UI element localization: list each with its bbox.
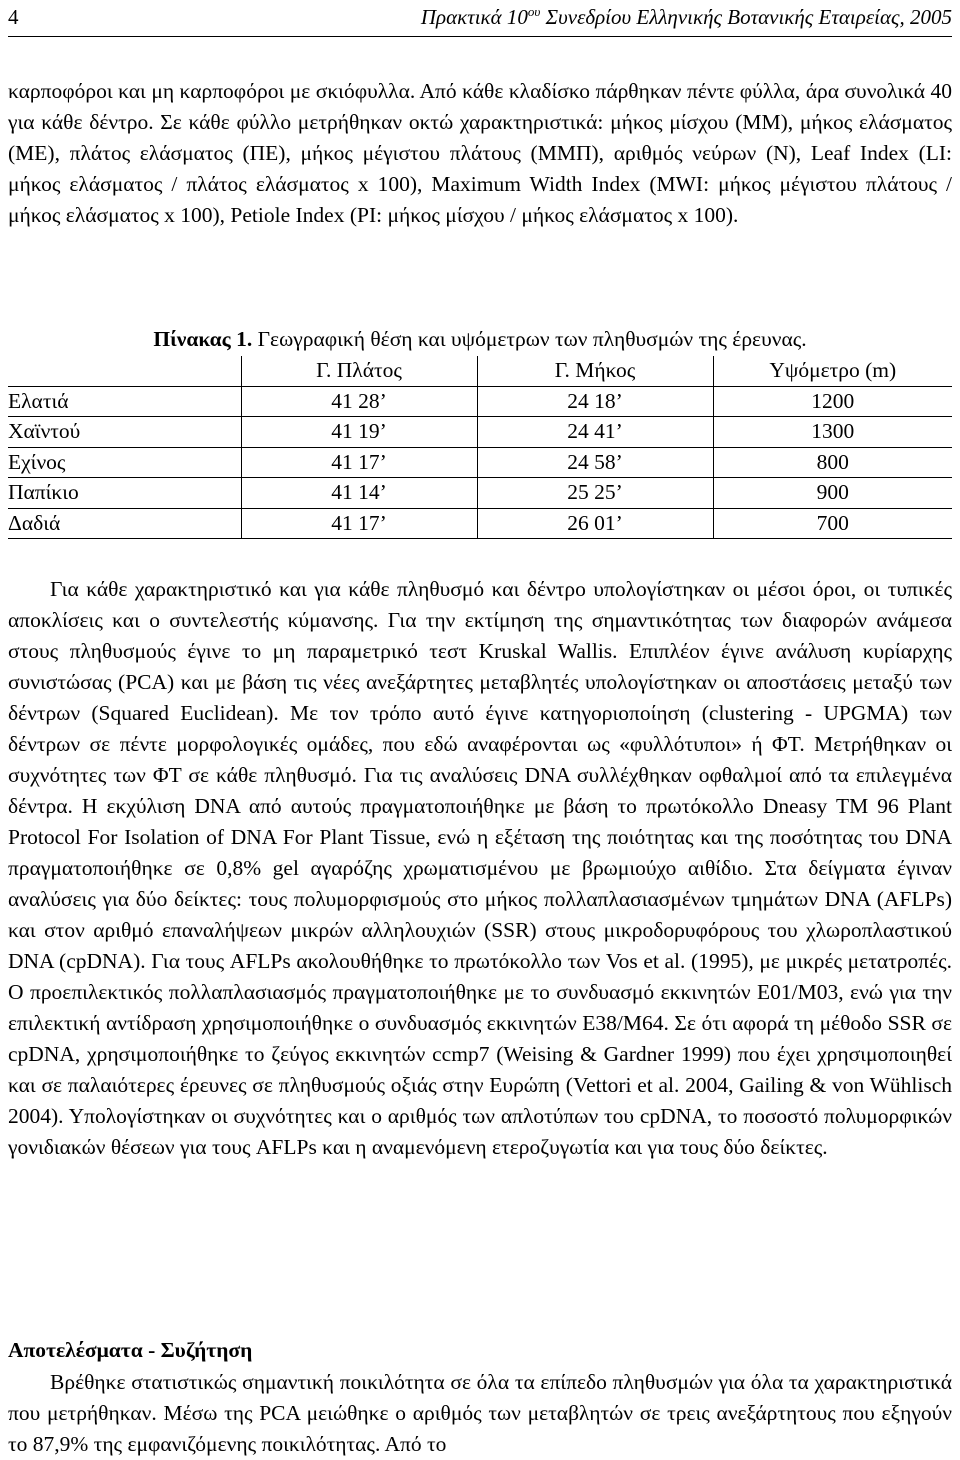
section-heading: Αποτελέσματα - Συζήτηση <box>8 1338 253 1362</box>
latitude-cell: 41 17’ <box>241 447 477 478</box>
journal-title-superscript: ου <box>527 4 541 19</box>
column-header-longitude: Γ. Μήκος <box>477 356 713 386</box>
latitude-cell: 41 14’ <box>241 478 477 509</box>
column-header <box>8 356 241 386</box>
table-row <box>8 386 952 417</box>
table-row <box>8 417 952 448</box>
table-row <box>8 508 952 539</box>
longitude-cell: 24 58’ <box>477 447 713 478</box>
page-number: 4 <box>8 5 19 29</box>
table-caption-label: Πίνακας 1. <box>153 327 253 351</box>
longitude-cell: 24 18’ <box>477 386 713 417</box>
journal-title-rest: Συνεδρίου Ελληνικής Βοτανικής Εταιρείας, 2005 <box>540 5 952 29</box>
altitude-cell: 900 <box>713 478 952 509</box>
column-header-latitude: Γ. Πλάτος <box>241 356 477 386</box>
header-rule <box>8 36 952 37</box>
longitude-cell: 25 25’ <box>477 478 713 509</box>
column-header-altitude: Υψόμετρο (m) <box>713 356 952 386</box>
table-header-row <box>8 356 952 386</box>
journal-title <box>421 2 952 32</box>
altitude-cell: 1300 <box>713 417 952 448</box>
altitude-cell: 1200 <box>713 386 952 417</box>
latitude-cell: 41 17’ <box>241 508 477 539</box>
table-caption-text: Γεωγραφική θέση και υψόμετρων των πληθυσμών της έρευνας. <box>252 327 807 351</box>
body-paragraph-2: Για κάθε χαρακτηριστικό και για κάθε πληθυσμό και δέντρο υπολογίστηκαν οι μέσοι όροι, οι τυπικές αποκλίσεις και ο συντελεστής κύμανσης. Για την εκτίμηση της σημαντικότητας των διαφορών ανάμεσα στους πληθυσμούς έγινε το μη παραμετρικό τεστ Kruskal Wallis. Επιπλέον έγινε ανάλυση κυρίαρχης συνιστώσας (PCA) και με βάση τις νέες ανεξάρτητες μεταβλητές υπολογίστηκαν οι αποστάσεις μεταξύ των δέντρων (Squared Euclidean). Με τον τρόπο αυτό έγινε κατηγοριοποίηση (clustering - UPGMA) των δέντρων σε πέντε μορφολογικές ομάδες, που εδώ αναφέρονται ως «φυλλότυποι» ή ΦΤ. Μετρήθηκαν οι συχνότητες των ΦΤ σε κάθε πληθυσμό. Για τις αναλύσεις DNA συλλέχθηκαν οφθαλμοί από τα επιλεγμένα δέντρα. Η εκχύλιση DNA από αυτούς πραγματοποιήθηκε με βάση το πρωτόκολλο Dneasy TM 96 Plant Protocol For Isolation of DNA For Plant Tissue, ενώ η εξέταση της ποιότητας και της ποσότητας του DNA πραγματοποιήθηκε σε 0,8% gel αγαρόζης χρωματισμένου με βρωμιούχο αιθίδιο. Στα δείγματα έγιναν αναλύσεις για δύο δείκτες: τους πολυμορφισμούς στο μήκος πολλαπλασιασμένων τμημάτων DNA (AFLPs) και στον αριθμό επαναλήψεων μικρών αλληλουχιών (SSR) στους μικροδορυφόρους του χλωροπλαστικού DNA (cpDNA). Για τους AFLPs ακολουθήθηκε το πρωτόκολλο των Vos et al. (1995), με μικρές μετατροπές. Ο προεπιλεκτικός πολλαπλασιασμός πραγματοποιήθηκε με το συνδυασμό εκκινητών E01/M03, ενώ για την επιλεκτική αντίδραση χρησιμοποιήθηκε ο συνδυασμός εκκινητών E38/M64. Σε ότι αφορά τη μέθοδο SSR σε cpDNA, χρησιμοποιήθηκε το ζεύγος εκκινητών ccmp7 (Weising & Gardner 1999) που έχει χρησιμοποιηθεί και σε παλαιότερες έρευνες σε πληθυσμούς οξιάς στην Ευρώπη (Vettori et al. 2004, Gailing & von Wühlisch 2004). Υπολογίστηκαν οι συχνότητες και ο αριθμός των απλοτύπων του cpDNA, το ποσοστό πολυμορφικών γονιδιακών θέσεων για τους AFLPs και η αναμενόμενη ετεροζυγωτία και για τους δύο δείκτες. <box>8 577 952 1159</box>
longitude-cell: 24 41’ <box>477 417 713 448</box>
population-name: Εχίνος <box>8 447 241 478</box>
latitude-cell: 41 19’ <box>241 417 477 448</box>
altitude-cell: 800 <box>713 447 952 478</box>
table-caption <box>8 324 952 355</box>
population-name: Ελατιά <box>8 386 241 417</box>
population-name: Χαϊντού <box>8 417 241 448</box>
journal-title-main: Πρακτικά 10 <box>420 5 528 29</box>
population-name: Παπίκιο <box>8 478 241 509</box>
table-row <box>8 447 952 478</box>
population-name: Δαδιά <box>8 508 241 539</box>
latitude-cell: 41 28’ <box>241 386 477 417</box>
longitude-cell: 26 01’ <box>477 508 713 539</box>
running-header <box>8 2 952 36</box>
altitude-cell: 700 <box>713 508 952 539</box>
body-paragraph-3: Βρέθηκε στατιστικώς σημαντική ποικιλότητα σε όλα τα επίπεδο πληθυσμών για όλα τα χαρακτηριστικά που μετρήθηκαν. Μέσω της PCA μειώθηκε ο αριθμός των μεταβλητών σε τρεις ανεξάρτητους που εξηγούν το 87,9% της εμφανιζόμενης ποικιλότητας. Από το <box>8 1370 952 1456</box>
table-row <box>8 478 952 509</box>
body-paragraph-1: καρποφόροι και μη καρποφόροι με σκιόφυλλα. Από κάθε κλαδίσκο πάρθηκαν πέντε φύλλα, άρα συνολικά 40 για κάθε δέντρο. Σε κάθε φύλλο μετρήθηκαν οκτώ χαρακτηριστικά: μήκος μίσχου (ΜΜ), μήκος ελάσματος (ΜΕ), πλάτος ελάσματος (ΠΕ), μήκος μέγιστου πλάτους (ΜΜΠ), αριθμός νεύρων (Ν), Leaf Index (LI: μήκος ελάσματος / πλάτος ελάσματος x 100), Maximum Width Index (MWI: μήκος μέγιστου πλάτους / μήκος ελάσματος x 100), Petiole Index (PI: μήκος μίσχου / μήκος ελάσματος x 100). <box>8 79 952 227</box>
population-table <box>8 356 952 539</box>
